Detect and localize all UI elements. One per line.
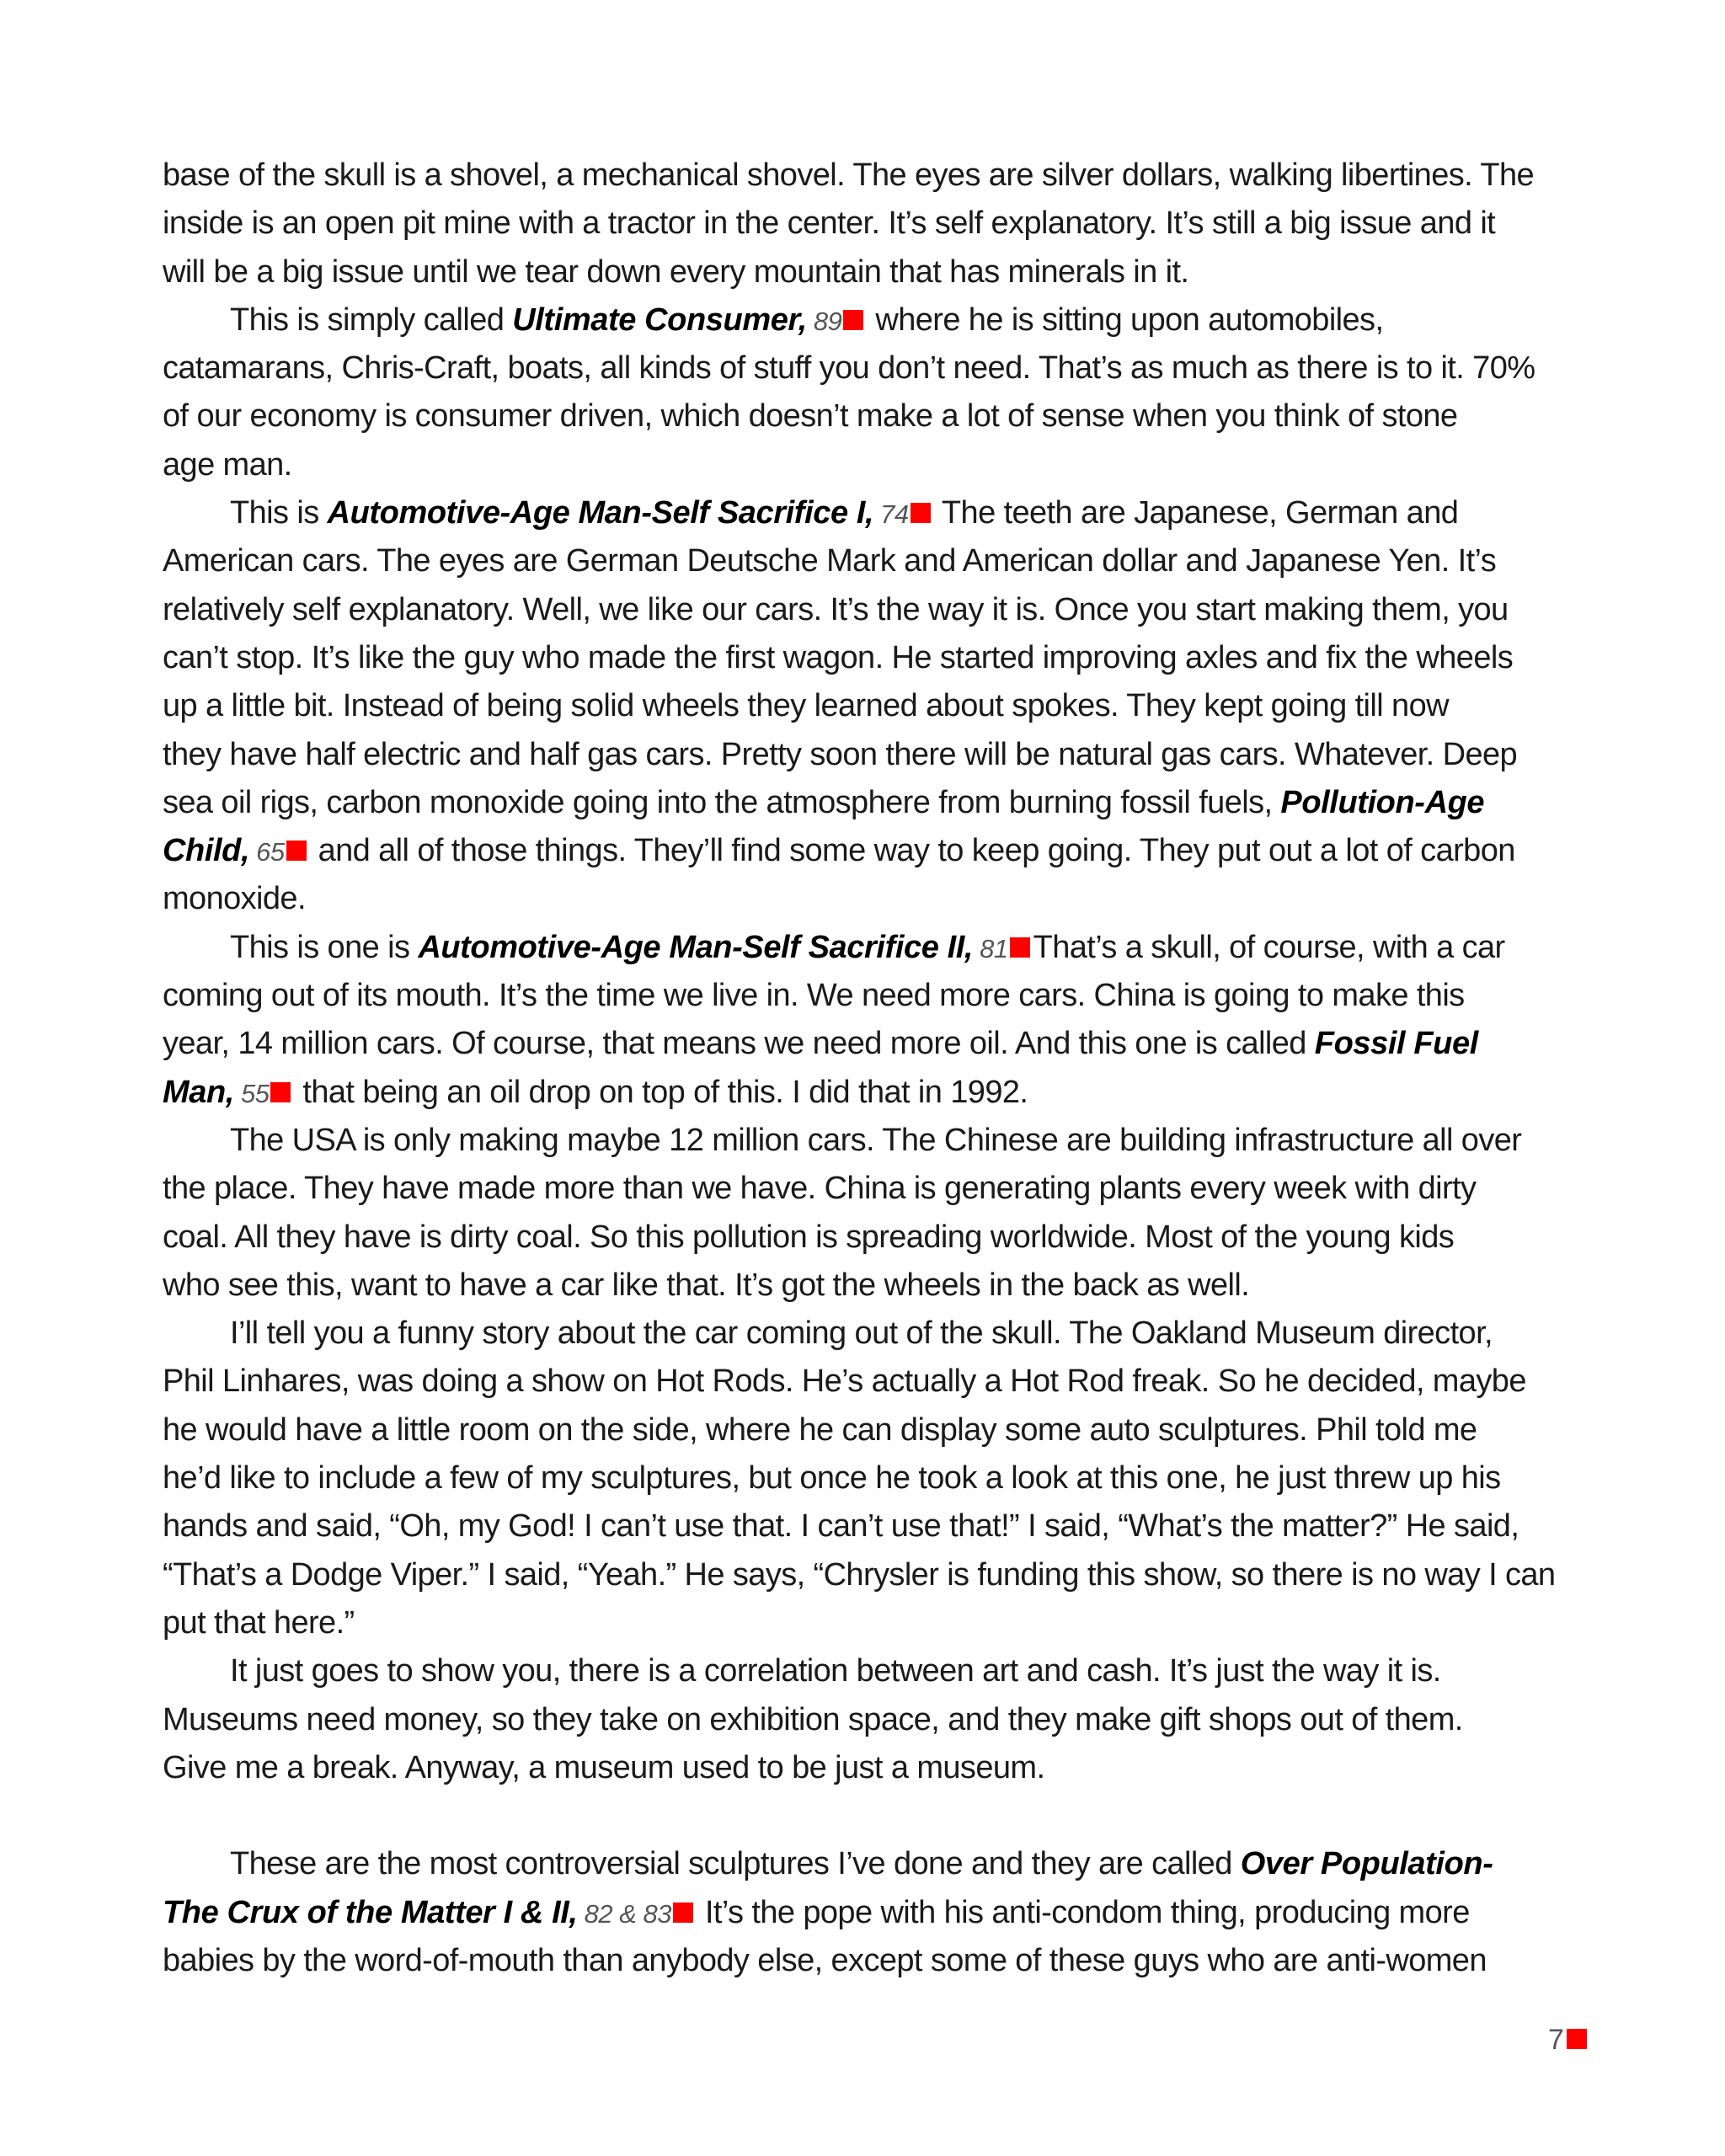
text-line xyxy=(163,1214,1578,1262)
plate-reference-number: 82 & 83 xyxy=(584,1898,671,1929)
blank-line xyxy=(163,1792,1578,1840)
text-line xyxy=(163,296,1578,344)
body-text: The USA is only making maybe 12 million cars. The Chinese are building infrastructure all over xyxy=(230,1122,1522,1158)
text-line xyxy=(163,634,1578,682)
body-text: Phil Linhares, was doing a show on Hot Rods. He’s actually a Hot Rod freak. So he decided, maybe xyxy=(163,1364,1526,1400)
text-line xyxy=(163,1406,1578,1454)
body-text: they have half electric and half gas cars. Pretty soon there will be natural gas cars. Whatever. Deep xyxy=(163,736,1518,772)
red-square-marker-icon xyxy=(673,1903,693,1923)
text-line xyxy=(163,731,1578,779)
body-text: It’s the pope with his anti-condom thing, producing more xyxy=(696,1894,1470,1930)
text-line xyxy=(163,1937,1578,1985)
text-line xyxy=(163,1744,1578,1792)
red-square-marker-icon xyxy=(1010,937,1030,958)
text-line xyxy=(163,344,1578,392)
body-text: The teeth are Japanese, German and xyxy=(933,495,1459,531)
plate-reference-number: 81 xyxy=(980,933,1008,963)
plate-reference-number: 74 xyxy=(880,499,909,530)
red-square-marker-icon xyxy=(286,841,307,861)
body-text: he would have a little room on the side, where he can display some auto sculptures. Phil told me xyxy=(163,1412,1477,1448)
text-line xyxy=(163,779,1578,827)
text-line xyxy=(163,972,1578,1020)
body-text: catamarans, Chris-Craft, boats, all kinds of stuff you don’t need. That’s as much as there is to it. 70% xyxy=(163,350,1535,387)
text-line xyxy=(163,1551,1578,1599)
page-number-label: 7 xyxy=(1548,2024,1564,2056)
text-line xyxy=(163,1165,1578,1213)
text-line xyxy=(163,537,1578,585)
body-text: relatively self explanatory. Well, we like our cars. It’s the way it is. Once you start making them, you xyxy=(163,591,1509,627)
plate-reference-number: 89 xyxy=(813,306,842,336)
artwork-title: Child, xyxy=(163,833,250,869)
body-text: can’t stop. It’s like the guy who made the first wagon. He started improving axles and fix the wheels xyxy=(163,639,1514,675)
page-marker-square-icon xyxy=(1567,2029,1587,2049)
body-text: up a little bit. Instead of being solid wheels they learned about spokes. They kept going till now xyxy=(163,688,1449,724)
body-text: and all of those things. They’ll find some way to keep going. They put out a lot of carbon xyxy=(309,833,1515,869)
plate-reference-number: 55 xyxy=(240,1078,270,1108)
body-text: hands and said, “Oh, my God! I can’t use that. I can’t use that!” I said, “What’s the matter?” He said, xyxy=(163,1508,1519,1545)
red-square-marker-icon xyxy=(270,1082,291,1102)
body-text: This is xyxy=(230,495,328,531)
red-square-marker-icon xyxy=(911,503,931,523)
text-line xyxy=(163,1647,1578,1695)
artwork-title: Automotive-Age Man-Self Sacrifice II, xyxy=(418,929,974,965)
page-number xyxy=(1548,2025,1590,2054)
body-text: These are the most controversial sculptures I’ve done and they are called xyxy=(230,1846,1241,1882)
body-text: coal. All they have is dirty coal. So this pollution is spreading worldwide. Most of the young kids xyxy=(163,1219,1455,1255)
red-square-marker-icon xyxy=(843,310,863,330)
text-line xyxy=(163,200,1578,248)
body-text: This is simply called xyxy=(230,302,513,338)
body-text: put that here.” xyxy=(163,1604,355,1641)
text-line xyxy=(163,1262,1578,1310)
text-line xyxy=(163,1454,1578,1502)
text-line xyxy=(163,1310,1578,1358)
text-line xyxy=(163,827,1578,875)
body-text: base of the skull is a shovel, a mechanical shovel. The eyes are silver dollars, walking libertines. The xyxy=(163,157,1535,193)
body-text: will be a big issue until we tear down every mountain that has minerals in it. xyxy=(163,253,1189,290)
body-text: This is one is xyxy=(230,929,419,965)
artwork-title: Pollution-Age xyxy=(1280,784,1485,820)
body-text: who see this, want to have a car like that. It’s got the wheels in the back as well. xyxy=(163,1267,1250,1303)
artwork-title: Ultimate Consumer, xyxy=(512,302,807,338)
text-line xyxy=(163,1502,1578,1550)
body-text: he’d like to include a few of my sculptures, but once he took a look at this one, he just threw up his xyxy=(163,1460,1501,1497)
text-line xyxy=(163,489,1578,537)
page-body-text xyxy=(163,152,1578,1985)
body-text: monoxide. xyxy=(163,881,306,917)
text-line xyxy=(163,924,1578,972)
artwork-title: Man, xyxy=(163,1074,234,1110)
body-text: age man. xyxy=(163,446,292,483)
body-text: the place. They have made more than we have. China is generating plants every week with dirty xyxy=(163,1171,1477,1207)
text-line xyxy=(163,1840,1578,1888)
body-text: inside is an open pit mine with a tractor in the center. It’s self explanatory. It’s still a big issue and it xyxy=(163,205,1496,242)
text-line xyxy=(163,682,1578,730)
body-text: I’ll tell you a funny story about the car coming out of the skull. The Oakland Museum director, xyxy=(230,1315,1493,1352)
text-line xyxy=(163,1889,1578,1937)
text-line xyxy=(163,1599,1578,1647)
text-line xyxy=(163,392,1578,440)
body-text: that being an oil drop on top of this. I did that in 1992. xyxy=(294,1074,1028,1110)
artwork-title: The Crux of the Matter I & II, xyxy=(163,1894,578,1930)
body-text: Give me a break. Anyway, a museum used to be just a museum. xyxy=(163,1749,1045,1785)
artwork-title: Fossil Fuel xyxy=(1314,1026,1478,1062)
text-line xyxy=(163,248,1578,296)
body-text: Museums need money, so they take on exhibition space, and they make gift shops out of them. xyxy=(163,1701,1463,1737)
body-text: It just goes to show you, there is a correlation between art and cash. It’s just the way it is. xyxy=(230,1653,1441,1689)
body-text: “That’s a Dodge Viper.” I said, “Yeah.” He says, “Chrysler is funding this show, so there is no way I can xyxy=(163,1556,1556,1593)
text-line xyxy=(163,152,1578,200)
text-line xyxy=(163,1117,1578,1165)
body-text: American cars. The eyes are German Deutsche Mark and American dollar and Japanese Yen. It’s xyxy=(163,543,1497,579)
body-text: coming out of its mouth. It’s the time we live in. We need more cars. China is going to make this xyxy=(163,978,1465,1014)
body-text: year, 14 million cars. Of course, that means we need more oil. And this one is called xyxy=(163,1026,1315,1062)
plate-reference-number: 65 xyxy=(256,837,285,867)
text-line xyxy=(163,875,1578,923)
text-line xyxy=(163,1358,1578,1406)
body-text: That’s a skull, of course, with a car xyxy=(1033,929,1505,965)
artwork-title: Over Population- xyxy=(1240,1846,1493,1882)
text-line xyxy=(163,1069,1578,1117)
artwork-title: Automotive-Age Man-Self Sacrifice I, xyxy=(327,495,874,531)
body-text: babies by the word-of-mouth than anybody else, except some of these guys who are anti-women xyxy=(163,1942,1487,1978)
text-line xyxy=(163,1020,1578,1068)
text-line xyxy=(163,1696,1578,1744)
text-line xyxy=(163,586,1578,634)
body-text: of our economy is consumer driven, which doesn’t make a lot of sense when you think of stone xyxy=(163,398,1458,435)
body-text: sea oil rigs, carbon monoxide going into the atmosphere from burning fossil fuels, xyxy=(163,784,1281,820)
body-text: where he is sitting upon automobiles, xyxy=(867,302,1384,338)
text-line xyxy=(163,441,1578,489)
